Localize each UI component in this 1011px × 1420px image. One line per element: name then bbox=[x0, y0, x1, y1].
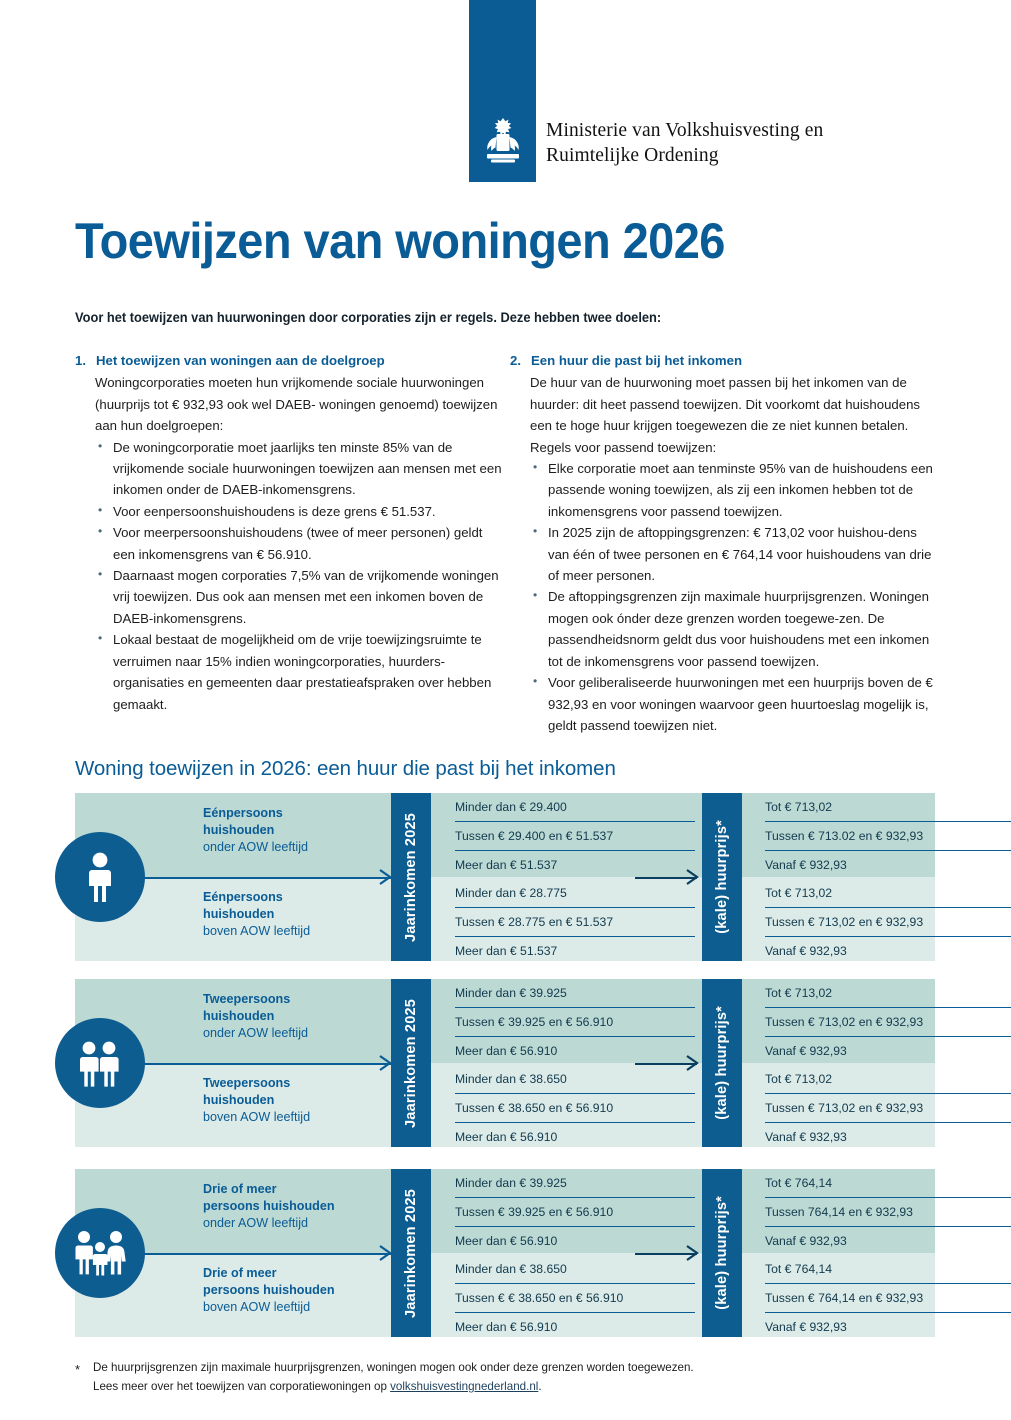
footnote-line1: De huurprijsgrenzen zijn maximale huurprijsgrenzen, woningen mogen ook onder deze grenzen worden toegewezen. bbox=[93, 1361, 694, 1374]
diagram-block-two-persons bbox=[75, 979, 935, 1147]
page-title: Toewijzen van woningen 2026 bbox=[75, 213, 725, 269]
diagram-title: Woning toewijzen in 2026: een huur die past bij het inkomen bbox=[75, 757, 616, 780]
three-or-more-persons-icon bbox=[55, 1208, 145, 1298]
rent-rows bbox=[765, 793, 1011, 961]
rent-row: Vanaf € 932,93 bbox=[765, 1234, 847, 1248]
household-top-line1: Eénpersoons bbox=[203, 806, 283, 820]
rent-strip-label: (kale) huurprijs* bbox=[702, 1169, 742, 1337]
netherlands-coat-of-arms-icon bbox=[469, 112, 536, 172]
column-2-body: De huur van de huurwoning moet passen bij het inkomen van de huurder: dit heet passend toewijzen. Dit voorkomt dat huishoudens een te hoge huur krijgen toegewezen die ze niet kunnen betalen. Regels voor passend toewijzen: bbox=[530, 375, 920, 455]
rent-row: Tot € 713,02 bbox=[765, 1065, 1011, 1094]
flow-arrow-line-1 bbox=[141, 1063, 391, 1065]
column-2-heading bbox=[510, 350, 940, 371]
rent-row: Tot € 764,14 bbox=[765, 1169, 1011, 1198]
rent-row: Tot € 764,14 bbox=[765, 1255, 1011, 1284]
rent-row: Tot € 713,02 bbox=[765, 979, 1011, 1008]
household-top-line3: onder AOW leeftijd bbox=[203, 1216, 308, 1230]
rent-row: Vanaf € 932,93 bbox=[765, 1044, 847, 1058]
ministry-name-line1: Ministerie van Volkshuisvesting en bbox=[546, 120, 824, 141]
income-strip-label: Jaarinkomen 2025 bbox=[391, 979, 431, 1147]
rent-row: Vanaf € 932,93 bbox=[765, 858, 847, 872]
household-top-line3: onder AOW leeftijd bbox=[203, 840, 308, 854]
income-row: Tussen € 38.650 en € 56.910 bbox=[455, 1094, 695, 1123]
income-row: Tussen € 39.925 en € 56.910 bbox=[455, 1008, 695, 1037]
footnote-line2-after: . bbox=[538, 1380, 542, 1393]
income-row: Meer dan € 51.537 bbox=[455, 944, 558, 958]
footnote-marker: * bbox=[75, 1362, 81, 1377]
list-item: • Voor eenpersoonshuishoudens is deze grens € 51.537. bbox=[95, 501, 505, 522]
footnote-line2-before: Lees meer over het toewijzen van corporatiewoningen op bbox=[93, 1380, 391, 1393]
list-item: • In 2025 zijn de aftoppingsgrenzen: € 713,02 voor huishou-dens van één of twee personen en € 764,14 voor huishoudens van drie of meer personen. bbox=[530, 522, 940, 586]
column-1-heading-text: Het toewijzen van woningen aan de doelgroep bbox=[96, 353, 385, 368]
ministry-name-line2: Ruimtelijke Ordening bbox=[546, 145, 719, 166]
income-strip-label: Jaarinkomen 2025 bbox=[391, 793, 431, 961]
income-row: Minder dan € 28.775 bbox=[455, 879, 695, 908]
flow-arrow-line-1 bbox=[141, 877, 391, 879]
rent-row: Tussen € 713,02 en € 932,93 bbox=[765, 1094, 1011, 1123]
household-top-line2: huishouden bbox=[203, 1009, 275, 1023]
rent-row: Tussen € 713.02 en € 932,93 bbox=[765, 822, 1011, 851]
footnote bbox=[75, 1358, 955, 1396]
flow-arrow-head-2 bbox=[684, 1244, 700, 1262]
logo-bar bbox=[469, 0, 536, 182]
column-1-number: 1. bbox=[75, 353, 86, 368]
household-bottom-line1: Tweepersoons bbox=[203, 1076, 291, 1090]
household-label-top bbox=[203, 1181, 388, 1232]
ministry-name bbox=[546, 118, 823, 168]
household-top-line2: huishouden bbox=[203, 823, 275, 837]
list-item: • Voor geliberaliseerde huurwoningen met een huurprijs boven de € 932,93 en voor woningen waarvoor geen huurtoeslag mogelijk is, geldt passend toewijzen niet. bbox=[530, 672, 940, 736]
rent-row: Tussen € 713,02 en € 932,93 bbox=[765, 1008, 1011, 1037]
rent-rows bbox=[765, 979, 1011, 1147]
income-row: Tussen € 28.775 en € 51.537 bbox=[455, 908, 695, 937]
list-item: • Elke corporatie moet aan tenminste 95% van de huishoudens een passende woning toewijzen, als zij een inkomen hebben tot de inkomensgrens voor passend toewijzen. bbox=[530, 458, 940, 522]
household-bottom-line3: boven AOW leeftijd bbox=[203, 924, 311, 938]
volkshuisvestingnederland-link[interactable]: volkshuisvestingnederland.nl bbox=[390, 1380, 539, 1393]
income-row: Tussen € 39.925 en € 56.910 bbox=[455, 1198, 695, 1227]
household-top-line1: Drie of meer bbox=[203, 1182, 277, 1196]
list-item: • Lokaal bestaat de mogelijkheid om de vrije toewijzingsruimte te verruimen naar 15% indien woningcorporaties, huurders-organisaties en gemeenten daar prestatieafspraken over hebben gemaakt. bbox=[95, 629, 505, 715]
single-person-icon bbox=[55, 832, 145, 922]
household-bottom-line3: boven AOW leeftijd bbox=[203, 1110, 311, 1124]
list-item: • De woningcorporatie moet jaarlijks ten minste 85% van de vrijkomende sociale huurwoningen toewijzen aan mensen met een inkomen onder de DAEB-inkomensgrens. bbox=[95, 437, 505, 501]
household-top-line1: Tweepersoons bbox=[203, 992, 291, 1006]
income-row: Meer dan € 56.910 bbox=[455, 1234, 558, 1248]
footnote-text bbox=[93, 1358, 955, 1396]
rent-row: Vanaf € 932,93 bbox=[765, 1320, 847, 1334]
income-row: Meer dan € 51.537 bbox=[455, 858, 558, 872]
column-1-bullet-list bbox=[95, 437, 505, 715]
column-passende-huur bbox=[510, 350, 940, 736]
column-2-heading-text: Een huur die past bij het inkomen bbox=[531, 353, 743, 368]
income-row: Minder dan € 38.650 bbox=[455, 1065, 695, 1094]
column-doelgroep bbox=[75, 350, 505, 715]
rent-row: Vanaf € 932,93 bbox=[765, 1130, 847, 1144]
rent-row: Tussen 764,14 en € 932,93 bbox=[765, 1198, 1011, 1227]
intro-text: Voor het toewijzen van huurwoningen door corporaties zijn er regels. Deze hebben twee doelen: bbox=[75, 310, 662, 325]
household-bottom-line3: boven AOW leeftijd bbox=[203, 1300, 311, 1314]
flow-arrow-head-2 bbox=[684, 1054, 700, 1072]
rent-row: Tussen € 713,02 en € 932,93 bbox=[765, 908, 1011, 937]
household-bottom-line2: persoons huishouden bbox=[203, 1283, 335, 1297]
income-row: Meer dan € 56.910 bbox=[455, 1320, 558, 1334]
income-strip-label: Jaarinkomen 2025 bbox=[391, 1169, 431, 1337]
list-item: • De aftoppingsgrenzen zijn maximale huurprijsgrenzen. Woningen mogen ook ónder deze grenzen worden toegewe-zen. De passendheidsnorm geldt dus voor huishoudens met een inkomen tot de inkomensgrens voor passend toewijzen. bbox=[530, 586, 940, 672]
diagram-block-single bbox=[75, 793, 935, 961]
rent-row: Tussen € 764,14 en € 932,93 bbox=[765, 1284, 1011, 1313]
column-2-number: 2. bbox=[510, 353, 521, 368]
income-row: Minder dan € 38.650 bbox=[455, 1255, 695, 1284]
column-2-bullet-list bbox=[530, 458, 940, 736]
two-persons-icon bbox=[55, 1018, 145, 1108]
income-row: Minder dan € 39.925 bbox=[455, 979, 695, 1008]
income-row: Meer dan € 56.910 bbox=[455, 1130, 558, 1144]
rent-row: Vanaf € 932,93 bbox=[765, 944, 847, 958]
rent-row: Tot € 713,02 bbox=[765, 793, 1011, 822]
rent-strip-label: (kale) huurprijs* bbox=[702, 793, 742, 961]
column-1-heading bbox=[75, 350, 505, 371]
household-top-line2: persoons huishouden bbox=[203, 1199, 335, 1213]
income-row: Tussen € € 38.650 en € 56.910 bbox=[455, 1284, 695, 1313]
household-label-bottom bbox=[203, 1075, 388, 1126]
income-row: Minder dan € 29.400 bbox=[455, 793, 695, 822]
household-bottom-line2: huishouden bbox=[203, 1093, 275, 1107]
rent-strip-label: (kale) huurprijs* bbox=[702, 979, 742, 1147]
household-bottom-line1: Eénpersoons bbox=[203, 890, 283, 904]
column-1-body: Woningcorporaties moeten hun vrijkomende sociale huurwoningen (huurprijs tot € 932,93 ook wel DAEB- woningen genoemd) toewijzen aan hun doelgroepen: bbox=[95, 375, 498, 434]
income-row: Minder dan € 39.925 bbox=[455, 1169, 695, 1198]
income-row: Meer dan € 56.910 bbox=[455, 1044, 558, 1058]
household-bottom-line2: huishouden bbox=[203, 907, 275, 921]
flow-arrow-line-1 bbox=[141, 1253, 391, 1255]
rent-rows bbox=[765, 1169, 1011, 1337]
household-bottom-line1: Drie of meer bbox=[203, 1266, 277, 1280]
income-row: Tussen € 29.400 en € 51.537 bbox=[455, 822, 695, 851]
list-item: • Voor meerpersoonshuishoudens (twee of meer personen) geldt een inkomensgrens van € 56.910. bbox=[95, 522, 505, 565]
list-item: • Daarnaast mogen corporaties 7,5% van de vrijkomende woningen vrij toewijzen. Dus ook aan mensen met een inkomen boven de DAEB-inkomensgrens. bbox=[95, 565, 505, 629]
footnote-line2 bbox=[93, 1377, 955, 1396]
household-label-bottom bbox=[203, 1265, 388, 1316]
household-label-top bbox=[203, 805, 388, 856]
household-label-top bbox=[203, 991, 388, 1042]
household-label-bottom bbox=[203, 889, 388, 940]
household-top-line3: onder AOW leeftijd bbox=[203, 1026, 308, 1040]
rent-row: Tot € 713,02 bbox=[765, 879, 1011, 908]
flow-arrow-head-2 bbox=[684, 868, 700, 886]
diagram-block-three-or-more bbox=[75, 1169, 935, 1337]
